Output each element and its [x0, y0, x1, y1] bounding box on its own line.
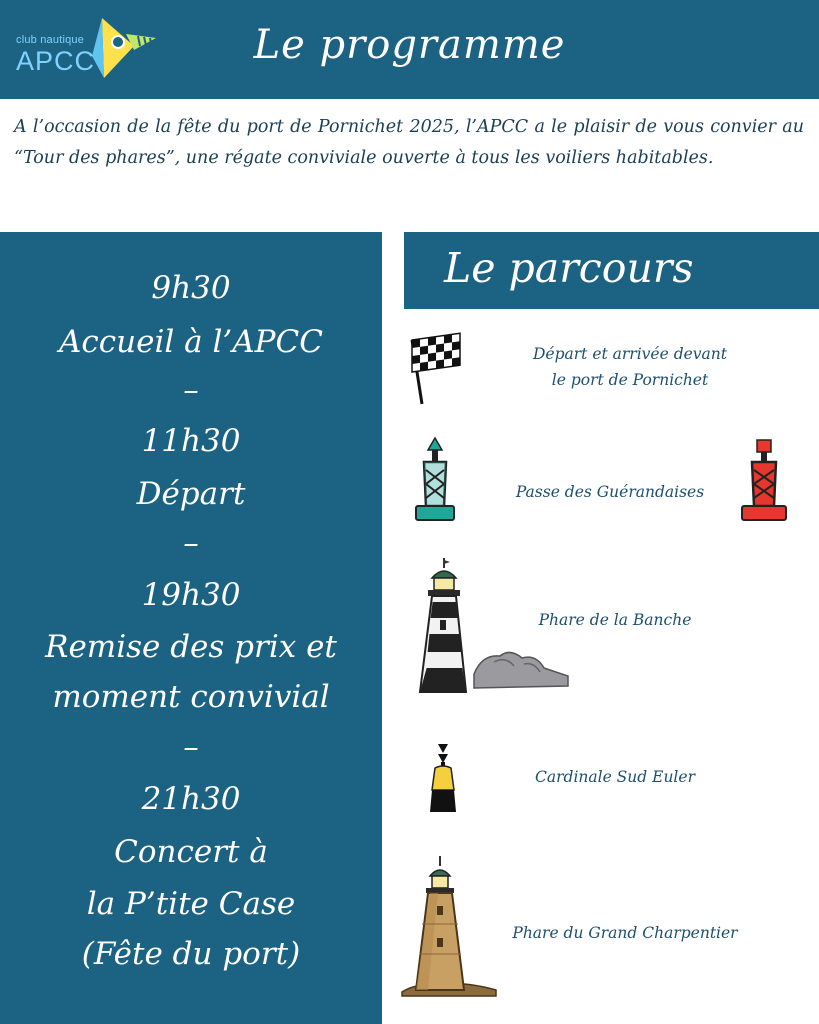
logo-name: APCC — [16, 46, 96, 76]
checkered-flag-icon — [404, 328, 464, 408]
green-buoy-icon — [412, 436, 458, 524]
schedule-event: la P’tite Case — [86, 886, 296, 922]
schedule-event: moment convivial — [52, 679, 330, 715]
lighthouse-icon — [398, 854, 500, 1000]
schedule-time: 21h30 — [141, 781, 241, 817]
schedule-event: Concert à — [114, 834, 268, 870]
schedule-event: (Fête du port) — [81, 936, 301, 972]
schedule-time: 11h30 — [141, 423, 241, 459]
course-stop-label — [500, 607, 730, 633]
parcours-title: Le parcours — [444, 244, 694, 292]
red-buoy-icon — [738, 436, 790, 524]
logo-club-text: club nautique — [16, 34, 85, 46]
course-stop-line: Phare du Grand Charpentier — [512, 924, 738, 942]
schedule-event: Accueil à l’APCC — [59, 324, 323, 360]
page-title: Le programme — [253, 22, 566, 68]
schedule-event: Départ — [136, 476, 246, 512]
schedule-event: Remise des prix et — [45, 629, 337, 665]
parcours-header — [404, 232, 819, 309]
header-banner — [0, 0, 819, 99]
schedule-time: 19h30 — [141, 577, 241, 613]
intro-text: A l’occasion de la fête du port de Pornichet 2025, l’APCC a le plaisir de vous convier au “Tour des phares”, une régate conviviale ouverte à tous les voiliers habitables. — [14, 117, 804, 168]
schedule-separator: – — [183, 372, 199, 408]
course-stop-line: le port de Pornichet — [551, 371, 709, 389]
schedule-time: 9h30 — [151, 270, 231, 306]
course-stop-line: Cardinale Sud Euler — [535, 768, 695, 786]
cardinal-buoy-icon — [422, 742, 464, 818]
schedule-separator: – — [183, 525, 199, 561]
course-stop-line: Passe des Guérandaises — [515, 483, 705, 501]
course-stop-line: Phare de la Banche — [538, 611, 692, 629]
course-stop-label — [500, 764, 730, 790]
course-stop-label — [480, 479, 740, 505]
course-stop-label — [480, 341, 780, 393]
course-stop-line: Départ et arrivée devant — [532, 345, 727, 363]
schedule-separator: – — [183, 729, 199, 765]
course-stop-label — [500, 920, 750, 946]
